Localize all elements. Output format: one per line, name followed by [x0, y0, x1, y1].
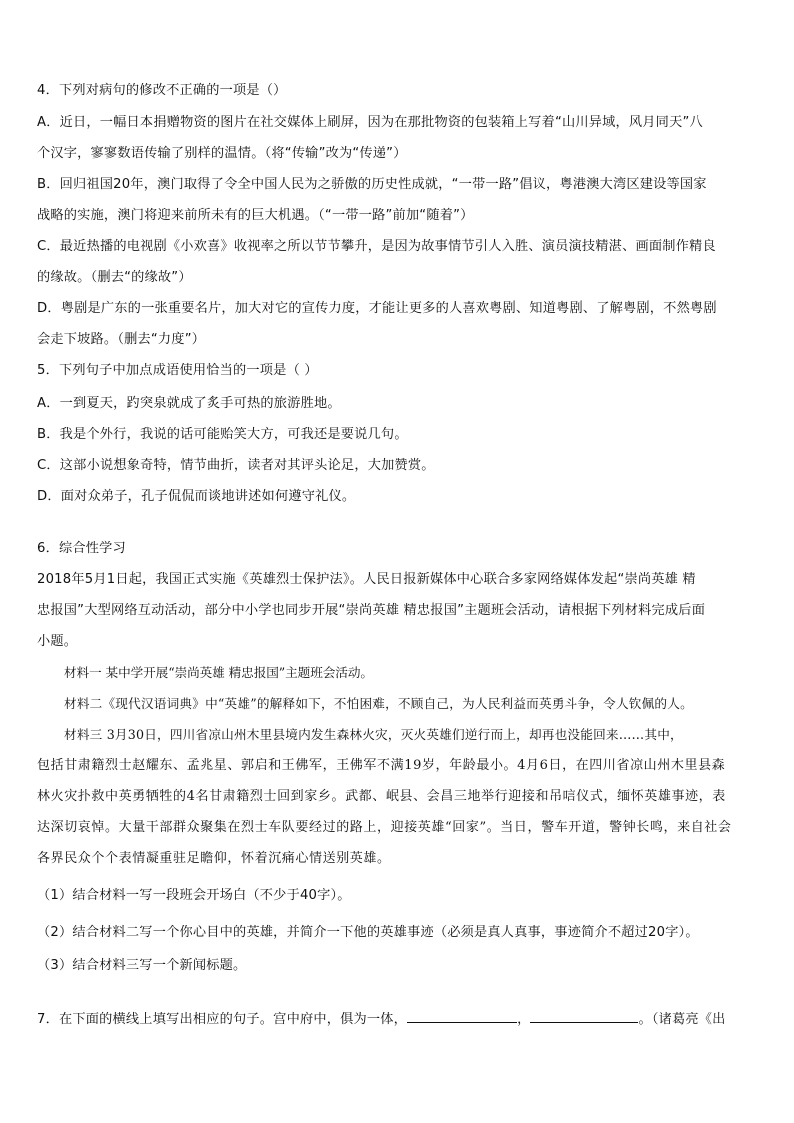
- material-3: 材料三 3月30日，四川省凉山州木里县境内发生森林火灾，灭火英雄们逆行而上，却再也没能回来……其中，: [64, 727, 683, 742]
- question-6-intro-cont: 忠报国”大型网络互动活动，部分中小学也同步开展“崇尚英雄 精忠报国”主题班会活动，请根据下列材料完成后面: [37, 603, 706, 618]
- question-4-option-a-cont: 个汉字，寥寥数语传输了别样的温情。（将“传输”改为“传递”）: [37, 146, 407, 161]
- question-5-stem: 5．下列句子中加点成语使用恰当的一项是（ ）: [37, 363, 318, 378]
- question-4-option-b: B．回归祖国20年，澳门取得了令全中国人民为之骄傲的历史性成就，“一带一路”倡议，粤港澳大湾区建设等国家: [37, 177, 707, 192]
- answer-blank-1[interactable]: [407, 1010, 517, 1023]
- material-2: 材料二《现代汉语词典》中“英雄”的解释如下，不怕困难，不顾自己，为人民利益而英勇斗争，令人钦佩的人。: [64, 696, 693, 711]
- material-3-cont-3: 达深切哀悼。大量干部群众聚集在烈士车队要经过的路上，迎接英雄“回家”。当日，警车开道，警钟长鸣，来自社会: [37, 820, 732, 835]
- question-5-option-c: C．这部小说想象奇特，情节曲折，读者对其评头论足，大加赞赏。: [37, 458, 435, 473]
- question-6-stem: 6．综合性学习: [37, 541, 126, 556]
- sub-question-3: （3）结合材料三写一个新闻标题。: [37, 958, 247, 973]
- question-5-option-d: D．面对众弟子，孔子侃侃而谈地讲述如何遵守礼仪。: [37, 489, 356, 504]
- question-4-option-c: C．最近热播的电视剧《小欢喜》收视率之所以节节攀升，是因为故事情节引人入胜、演员演技精湛、画面制作精良: [37, 239, 716, 254]
- question-7-prefix: 7．在下面的横线上填写出相应的句子。宫中府中，俱为一体，: [37, 1012, 408, 1027]
- question-4-stem: 4．下列对病句的修改不正确的一项是（）: [37, 83, 287, 98]
- question-4-option-b-cont: 战略的实施，澳门将迎来前所未有的巨大机遇。（“一带一路”前加“随着”）: [37, 208, 474, 223]
- question-7-suffix: 。（诸葛亮《出: [638, 1012, 726, 1027]
- question-4-option-d-cont: 会走下坡路。（删去“力度”）: [37, 332, 206, 347]
- question-7: [37, 1010, 767, 1029]
- material-3-cont-2: 林火灾扑救中英勇牺牲的4名甘肃籍烈士回到家乡。武都、岷县、会昌三地举行迎接和吊唁仪式，缅怀英雄事迹，表: [37, 789, 726, 804]
- question-5-option-b: B．我是个外行，我说的话可能贻笑大方，可我还是要说几句。: [37, 427, 408, 442]
- material-1: 材料一 某中学开展“崇尚英雄 精忠报国”主题班会活动。: [64, 665, 373, 680]
- sub-question-1: （1）结合材料一写一段班会开场白（不少于40字）。: [37, 888, 351, 903]
- question-7-separator: ，: [517, 1012, 531, 1027]
- question-4-option-d: D．粤剧是广东的一张重要名片，加大对它的宣传力度，才能让更多的人喜欢粤剧、知道粤剧、了解粤剧，不然粤剧: [37, 301, 717, 316]
- question-4-option-c-cont: 的缘故。（删去“的缘故”）: [37, 270, 192, 285]
- question-6-intro-end: 小题。: [37, 634, 78, 649]
- material-3-cont-4: 各界民众个个表情凝重驻足瞻仰，怀着沉痛心情送别英雄。: [37, 851, 391, 866]
- question-5-option-a: A．一到夏天，趵突泉就成了炙手可热的旅游胜地。: [37, 396, 341, 411]
- material-3-cont-1: 包括甘肃籍烈士赵耀东、孟兆星、郭启和王佛军，王佛军不满19岁，年龄最小。4月6日，在四川省凉山州木里县森: [37, 758, 726, 773]
- question-6-intro: 2018年5月1日起，我国正式实施《英雄烈士保护法》。人民日报新媒体中心联合多家网络媒体发起“崇尚英雄 精: [37, 572, 696, 587]
- answer-blank-2[interactable]: [530, 1010, 638, 1023]
- sub-question-2: （2）结合材料二写一个你心目中的英雄，并简介一下他的英雄事迹（必须是真人真事，事迹简介不超过20字）。: [37, 925, 699, 940]
- question-4-option-a: A．近日，一幅日本捐赠物资的图片在社交媒体上刷屏，因为在那批物资的包装箱上写着“山川异域，风月同天”八: [37, 115, 703, 130]
